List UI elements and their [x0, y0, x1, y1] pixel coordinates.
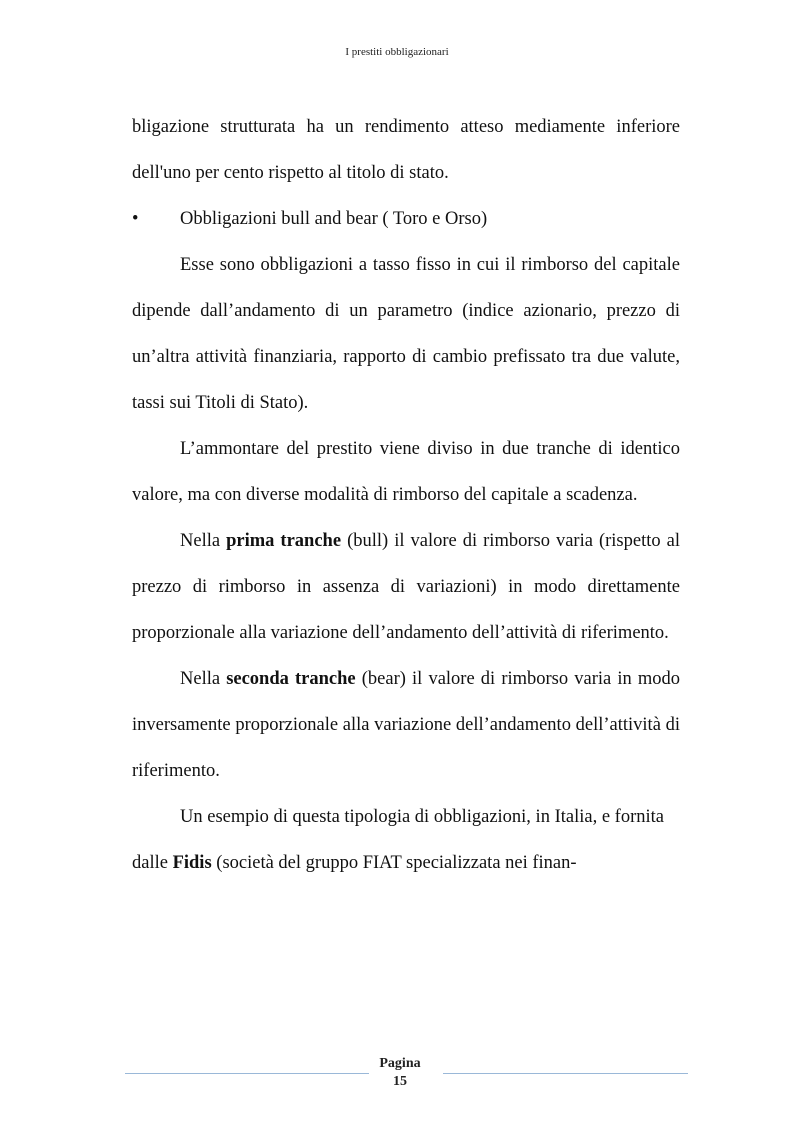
page-footer [372, 1055, 428, 1091]
bold-seconda-tranche: seconda tranche [226, 669, 356, 689]
paragraph-example: Un esempio di questa tipologia di obbligazioni, in Italia, e fornita dalle Fidis (società del gruppo FIAT specializzata nei finan- [132, 807, 664, 873]
paragraph-prima-tranche: Nella prima tranche (bull) il valore di rimborso varia (rispetto al prezzo di rimborso in assenza di variazioni) in modo direttamente proporzionale alla variazione dell’andamento dell’attività di riferimento. [132, 531, 680, 643]
bold-fidis: Fidis [172, 853, 212, 873]
bullet-icon: • [132, 209, 139, 229]
body-text [132, 104, 680, 886]
paragraph-seconda-tranche: Nella seconda tranche (bear) il valore di rimborso varia in modo inversamente proporzionale alla variazione dell’andamento dell’attività di riferimento. [132, 669, 680, 781]
paragraph-tranches: L’ammontare del prestito viene diviso in due tranche di identico valore, ma con diverse modalità di rimborso del capitale a scadenza. [132, 439, 680, 505]
bullet-item [132, 196, 680, 242]
bullet-text: Obbligazioni bull and bear ( Toro e Orso) [180, 209, 488, 229]
paragraph-continuation: bligazione strutturata ha un rendimento atteso mediamente inferiore dell'uno per cento rispetto al titolo di stato. [132, 117, 680, 183]
running-header: I prestiti obbligazionari [345, 46, 449, 58]
bold-prima-tranche: prima tranche [226, 531, 342, 551]
paragraph-definition: Esse sono obbligazioni a tasso fisso in cui il rimborso del capitale dipende dall’andamento di un parametro (indice azionario, prezzo di un’altra attività finanziaria, rapporto di cambio prefissato tra due valute, tassi sui Titoli di Stato). [132, 255, 680, 413]
page-number: 15 [393, 1074, 407, 1089]
page-label: Pagina [379, 1056, 421, 1071]
footer-rule-left [125, 1073, 369, 1074]
footer-rule-right [443, 1073, 688, 1074]
